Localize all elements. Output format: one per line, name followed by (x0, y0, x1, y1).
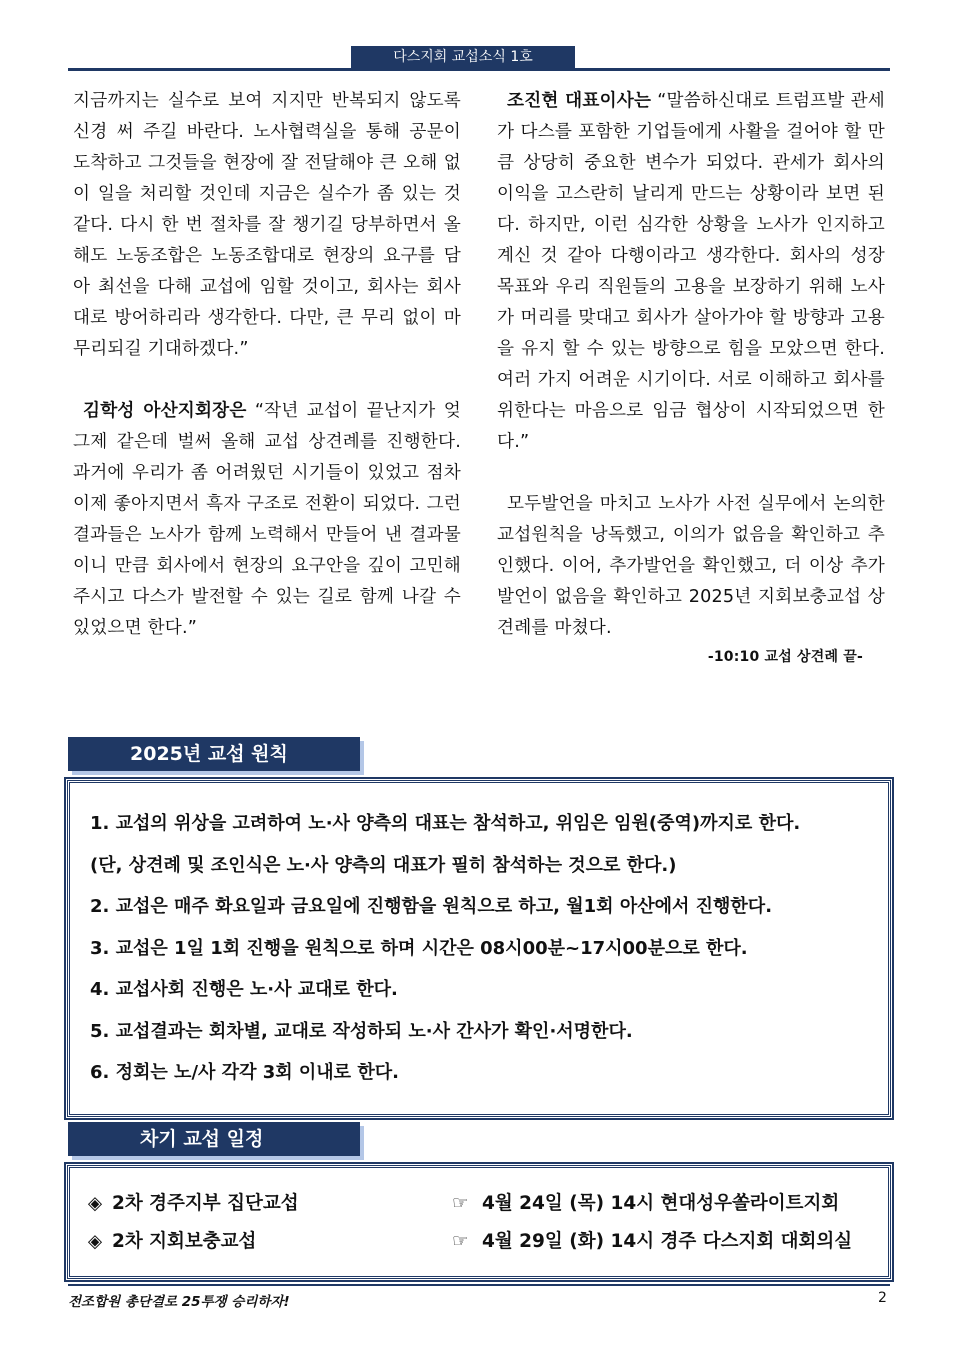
header-rule (68, 68, 890, 71)
principles-heading-text: 2025년 교섭 원칙 (130, 743, 288, 765)
newsletter-title: 다스지회 교섭소식 1호 (351, 46, 575, 68)
schedule-event: 2차 지회보충교섭 (112, 1231, 257, 1252)
schedule-when-group (452, 1185, 839, 1223)
footer-rule (68, 1284, 890, 1286)
principle-item: (단, 상견례 및 조인식은 노·사 양측의 대표가 필히 참석하는 것으로 한다.) (90, 854, 677, 876)
principles-box (67, 780, 891, 1117)
speaker-quote: “작년 교섭이 끝난지가 엊그제 같은데 벌써 올해 교섭 상견례를 진행한다. 과거에 우리가 좀 어려웠던 시기들이 있었고 점차 이제 좋아지면서 흑자 구조로 전환이 되었다. 그런 결과들은 노사가 함께 노력해서 만들어 낸 결과물이니 만큼 회사에서 현장의 요구안을 깊이 고민해주시고 다스가 발전할 수 있는 길로 함께 나갈 수 있었으면 한다.” (73, 401, 461, 638)
schedule-row (84, 1185, 874, 1223)
schedule-when-group (452, 1223, 852, 1261)
principle-item: 1. 교섭의 위상을 고려하여 노·사 양측의 대표는 참석하고, 위임은 임원(중역)까지로 한다. (90, 813, 801, 834)
principle-item: 2. 교섭은 매주 화요일과 금요일에 진행함을 원칙으로 하고, 월1회 아산에서 진행한다. (90, 896, 773, 917)
schedule-box (67, 1165, 891, 1279)
principles-list (90, 803, 868, 1094)
diamond-bullet-icon: ◈ (87, 1193, 103, 1214)
page-number: 2 (878, 1290, 887, 1306)
left-paragraph-2 (73, 396, 461, 644)
left-column (73, 86, 461, 644)
speaker-name: 김학성 아산지회장은 (83, 401, 247, 421)
right-paragraph-1 (497, 86, 885, 458)
schedule-when: 4월 29일 (화) 14시 경주 다스지회 대회의실 (482, 1231, 853, 1252)
right-column (497, 86, 885, 670)
end-note: -10:10 교섭 상견례 끝- (707, 649, 863, 665)
pointing-hand-icon: ☞ (452, 1231, 469, 1252)
left-paragraph-1: 지금까지는 실수로 보여 지지만 반복되지 않도록 신경 써 주길 바란다. 노사협력실을 통해 공문이 도착하고 그것들을 현장에 잘 전달해야 큰 오해 없이 일을 처리할 것인데 지금은 실수가 좀 있는 것 같다. 다시 한 번 절차를 잘 챙기길 당부하면서 올해도 노동조합은 노동조합대로 현장의 요구를 담아 최선을 다해 교섭에 임할 것이고, 회사는 회사대로 방어하리라 생각한다. 다만, 큰 무리 없이 마무리되길 기대하겠다.” (73, 91, 461, 359)
principles-heading (68, 737, 360, 771)
schedule-heading (68, 1122, 360, 1156)
schedule-row (84, 1223, 874, 1261)
principle-item: 5. 교섭결과는 회차별, 교대로 작성하되 노·사 간사가 확인·서명한다. (90, 1020, 633, 1042)
diamond-bullet-icon: ◈ (87, 1231, 103, 1252)
right-paragraph-2: 모두발언을 마치고 노사가 사전 실무에서 논의한 교섭원칙을 낭독했고, 이의가 없음을 확인하고 추인했다. 이어, 추가발언을 확인했고, 더 이상 추가발언이 없음을 확인하고 2025년 지회보충교섭 상견례를 마쳤다. (497, 494, 885, 638)
speaker-quote: “말씀하신대로 트럼프발 관세가 다스를 포함한 기업들에게 사활을 걸어야 할 만큼 상당히 중요한 변수가 되었다. 관세가 회사의 이익을 고스란히 날리게 만드는 상황이라 보면 된다. 하지만, 이런 심각한 상황을 노사가 인지하고 계신 것 같아 다행이라고 생각한다. 회사의 성장 목표와 우리 직원들의 고용을 보장하기 위해 노사가 머리를 맞대고 회사가 살아가야 할 방향과 고용을 유지 할 수 있는 방향으로 힘을 모았으면 한다. 여러 가지 어려운 시기이다. 서로 이해하고 회사를 위한다는 마음으로 임금 협상이 시작되었으면 한다.” (497, 91, 885, 452)
principle-item: 3. 교섭은 1일 1회 진행을 원칙으로 하며 시간은 08시00분~17시00분으로 한다. (90, 937, 748, 959)
schedule-heading-text: 차기 교섭 일정 (140, 1128, 264, 1150)
pointing-hand-icon: ☞ (452, 1193, 469, 1214)
footer-slogan: 전조합원 총단결로 25투쟁 승리하자! (68, 1294, 290, 1310)
principle-item: 6. 정회는 노/사 각각 3회 이내로 한다. (90, 1062, 399, 1083)
speaker-name: 조진현 대표이사는 (507, 91, 652, 111)
schedule-event: 2차 경주지부 집단교섭 (112, 1193, 299, 1214)
principle-item: 4. 교섭사회 진행은 노·사 교대로 한다. (90, 979, 398, 1000)
schedule-when: 4월 24일 (목) 14시 현대성우쏠라이트지회 (482, 1193, 840, 1214)
